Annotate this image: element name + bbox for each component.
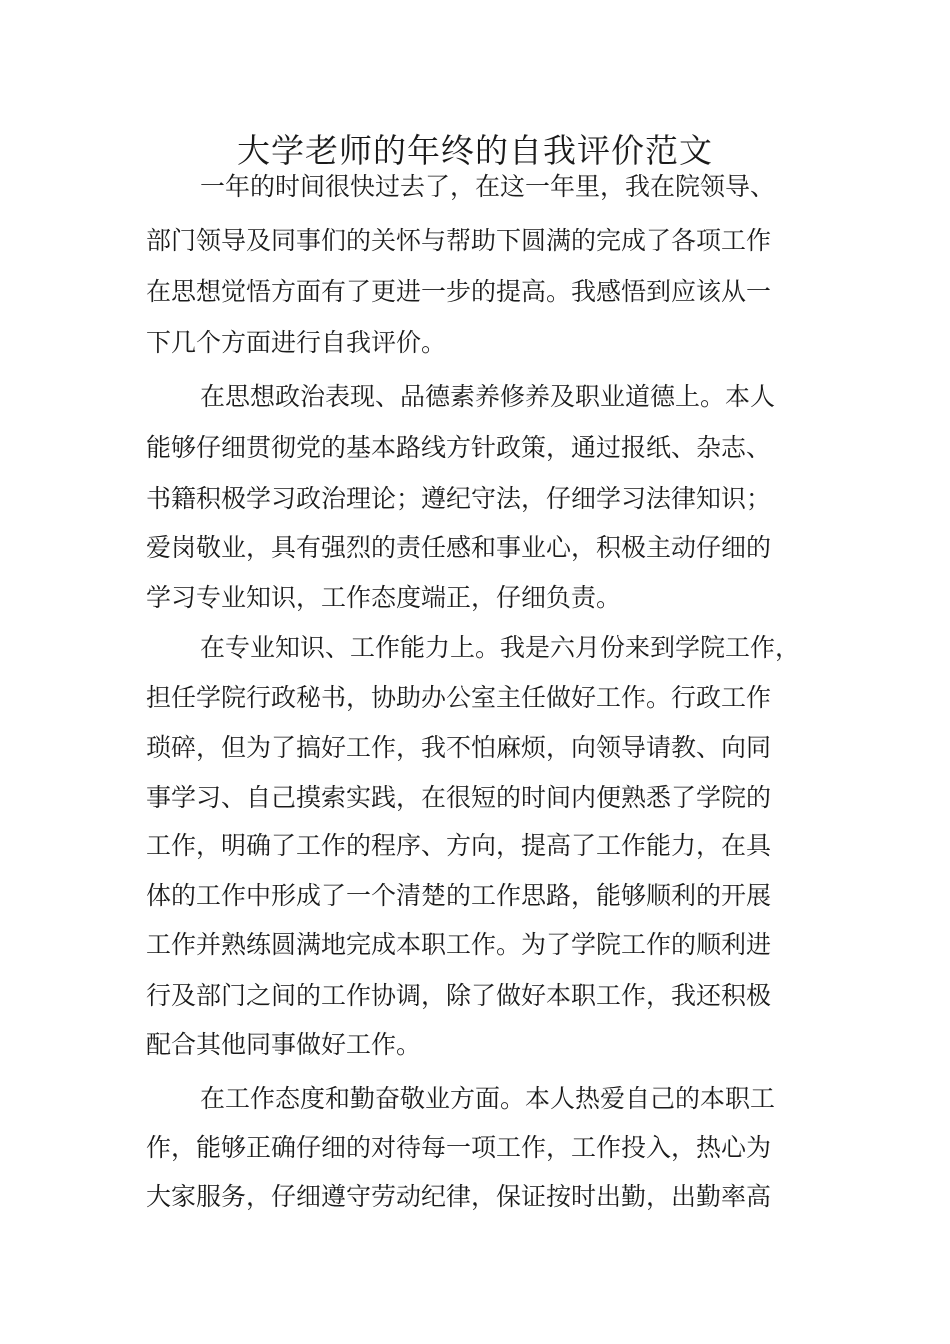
paragraph-line: 大家服务，仔细遵守劳动纪律，保证按时出勤，出勤率高 [146,1182,772,1211]
paragraph-line: 爱岗敬业，具有强烈的责任感和事业心，积极主动仔细的 [146,533,772,562]
paragraph-line: 事学习、自己摸索实践，在很短的时间内便熟悉了学院的 [146,783,772,812]
paragraph-line: 在专业知识、工作能力上。我是六月份来到学院工作， [200,633,801,662]
paragraph-line: 琐碎，但为了搞好工作，我不怕麻烦，向领导请教、向同 [146,733,772,762]
paragraph-line: 担任学院行政秘书，协助办公室主任做好工作。行政工作 [146,683,772,712]
paragraph-line: 一年的时间很快过去了，在这一年里，我在院领导、 [200,172,776,201]
paragraph-line: 工作，明确了工作的程序、方向，提高了工作能力，在具 [146,831,772,860]
paragraph-line: 行及部门之间的工作协调，除了做好本职工作，我还积极 [146,981,772,1010]
paragraph-line: 下几个方面进行自我评价。 [146,328,447,357]
paragraph-line: 学习专业知识，工作态度端正，仔细负责。 [146,583,622,612]
document-title: 大学老师的年终的自我评价范文 [237,131,713,170]
paragraph-line: 能够仔细贯彻党的基本路线方针政策，通过报纸、杂志、 [146,433,772,462]
paragraph-line: 配合其他同事做好工作。 [146,1030,422,1059]
paragraph-line: 部门领导及同事们的关怀与帮助下圆满的完成了各项工作 [146,226,772,255]
paragraph-line: 书籍积极学习政治理论；遵纪守法，仔细学习法律知识； [146,484,772,513]
paragraph-line: 体的工作中形成了一个清楚的工作思路，能够顺利的开展 [146,881,772,910]
paragraph-line: 在思想政治表现、品德素养修养及职业道德上。本人 [200,382,776,411]
paragraph-line: 在思想觉悟方面有了更进一步的提高。我感悟到应该从一 [146,277,772,306]
paragraph-line: 工作并熟练圆满地完成本职工作。为了学院工作的顺利进 [146,930,772,959]
paragraph-line: 在工作态度和勤奋敬业方面。本人热爱自己的本职工 [200,1084,776,1113]
paragraph-line: 作，能够正确仔细的对待每一项工作，工作投入，热心为 [146,1133,772,1162]
